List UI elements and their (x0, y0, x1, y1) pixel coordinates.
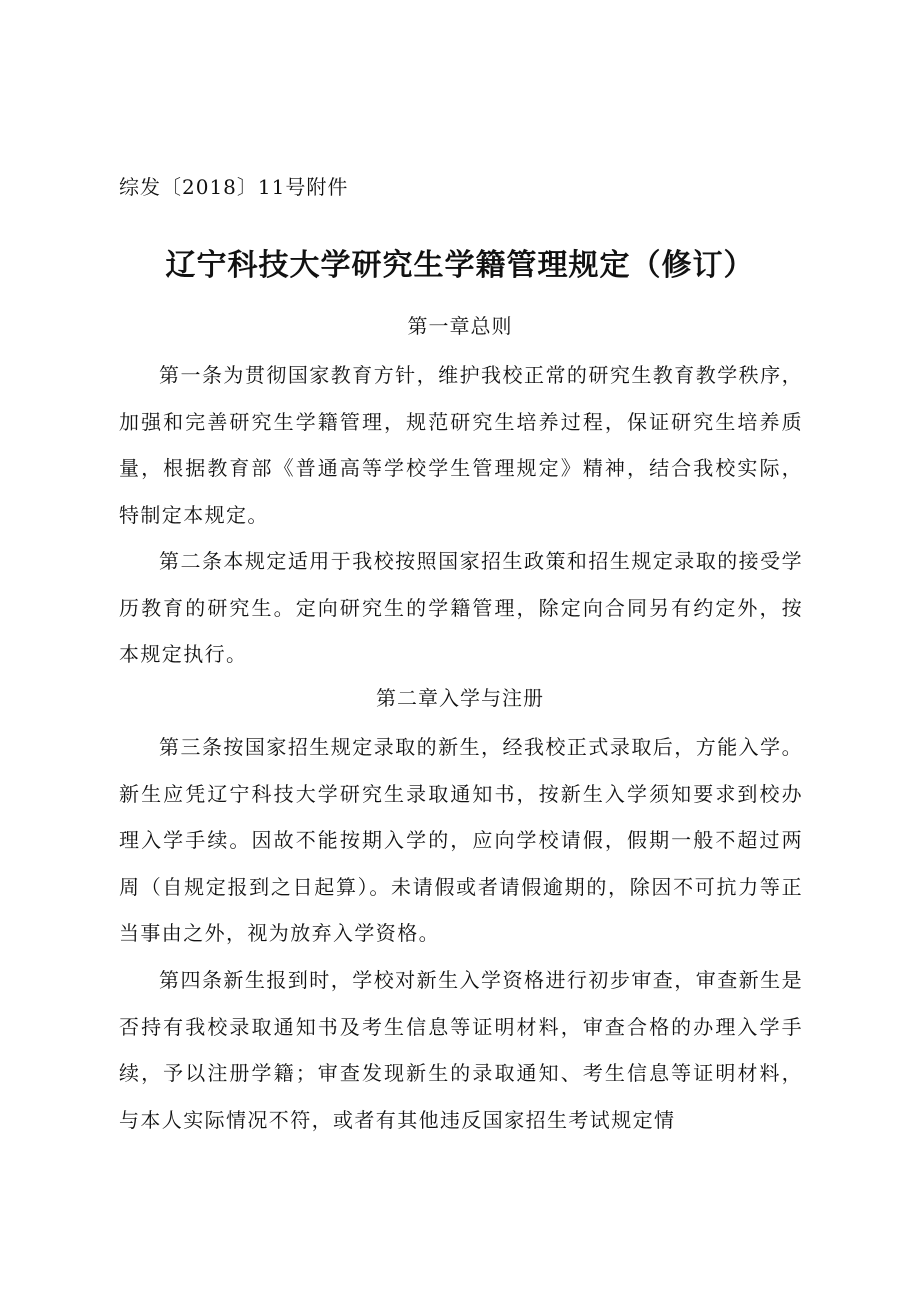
article-4-paragraph: 第四条新生报到时，学校对新生入学资格进行初步审查，审查新生是否持有我校录取通知书及考生信息等证明材料，审查合格的办理入学手续，予以注册学籍；审查发现新生的录取通知、考生信息等证明材料，与本人实际情况不符，或者有其他违反国家招生考试规定情 (119, 968, 803, 1132)
document-reference-number: 综发〔2018〕11号附件 (119, 175, 349, 199)
document-title: 辽宁科技大学研究生学籍管理规定（修订） (165, 248, 755, 283)
article-3-paragraph: 第三条按国家招生规定录取的新生，经我校正式录取后，方能入学。新生应凭辽宁科技大学研究生录取通知书，按新生入学须知要求到校办理入学手续。因故不能按期入学的，应向学校请假，假期一般不超过两周（自规定报到之日起算）。未请假或者请假逾期的，除因不可抗力等正当事由之外，视为放弃入学资格。 (119, 735, 803, 945)
article-1-paragraph: 第一条为贯彻国家教育方针，维护我校正常的研究生教育教学秩序，加强和完善研究生学籍管理，规范研究生培养过程，保证研究生培养质量，根据教育部《普通高等学校学生管理规定》精神，结合我校实际，特制定本规定。 (119, 363, 803, 527)
chapter-heading-general: 第一章总则 (407, 314, 513, 338)
chapter-heading-enrollment: 第二章入学与注册 (376, 686, 544, 710)
article-2-paragraph: 第二条本规定适用于我校按照国家招生政策和招生规定录取的接受学历教育的研究生。定向研究生的学籍管理，除定向合同另有约定外，按本规定执行。 (119, 549, 803, 666)
